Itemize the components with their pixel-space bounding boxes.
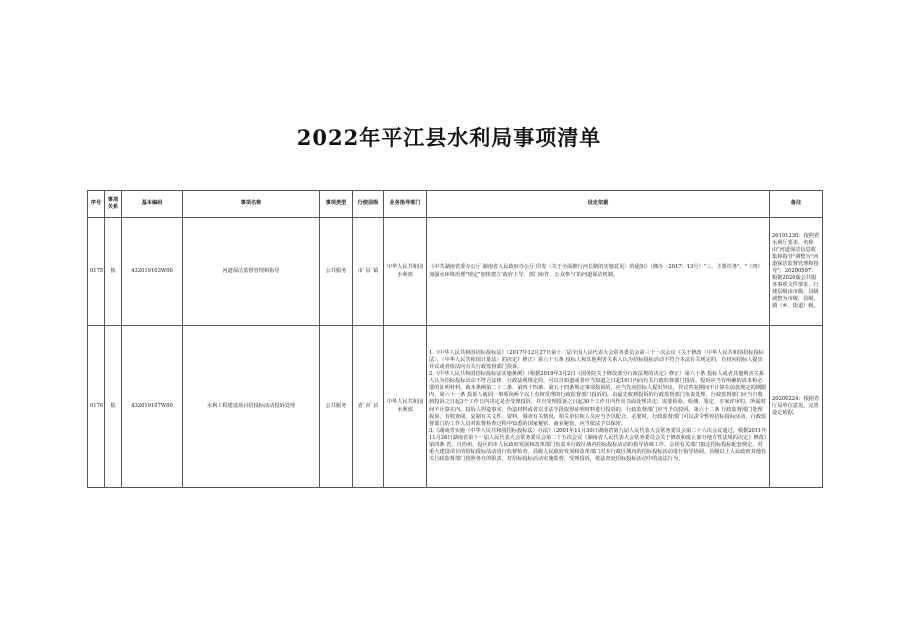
header-basis: 设定依据 xyxy=(427,191,770,218)
header-no: 序号 xyxy=(88,191,105,218)
header-note: 备注 xyxy=(770,191,823,218)
header-dept: 业务指导部门 xyxy=(384,191,427,218)
basis-paragraph: 1.《中华人民共和国招标投标法》（2017年12月27日第十二届全国人民代表大会常务委员会第三十一次会议《关于修改〈中华人民共和国招标投标法〉、〈中华人民共和国计量法〉的决定》修正）第六十五条 投标人和其他利害关系人认为招标投标活动不符合本法有关规定的，有权向招标人提出异议或者依法向有关行政监督部门投诉。 xyxy=(429,350,764,371)
page-title: 2022年平江县水利局事项清单 xyxy=(296,125,602,150)
table-row xyxy=(88,326,823,488)
matter-table xyxy=(87,190,823,488)
cell-note: 20200224：根据省厅局单位意见，完善设定依据。 xyxy=(770,326,823,488)
header-code: 基本编码 xyxy=(122,191,183,218)
basis-paragraph: 《中共湖南省委办公厅 湖南省人民政府办公厅 印发〈关于全面推行河长制的实施意见〉的通知》（湘办〔2017〕13号）"三、主要任务"、"（四）加强水环境治理"规定"加快建立'政府主导、部门协作、公众参与'的河道保洁机制。 xyxy=(429,264,763,278)
cell-relation: 独 xyxy=(105,218,122,326)
cell-type: 公共服务 xyxy=(320,326,353,488)
table-row xyxy=(88,218,823,326)
table-header-row xyxy=(88,191,823,218)
cell-dept: 中华人民共和国水利部 xyxy=(384,218,427,326)
cell-name: 水利工程建设项目招投标活动投诉处理 xyxy=(183,326,320,488)
cell-dept: 中华人民共和国水利部 xyxy=(384,326,427,488)
header-type: 事项类型 xyxy=(320,191,353,218)
cell-no: 0176 xyxy=(88,326,105,488)
header-level: 行使层级 xyxy=(353,191,384,218)
cell-relation: 独 xyxy=(105,326,122,488)
cell-code: 432019107W00 xyxy=(122,326,183,488)
cell-type: 公共服务 xyxy=(320,218,353,326)
header-name: 事项名称 xyxy=(183,191,320,218)
cell-code: 432019103W00 xyxy=(122,218,183,326)
cell-basis xyxy=(427,218,770,326)
cell-basis xyxy=(427,326,770,488)
basis-paragraph: 3.《湖南省实施〈中华人民共和国招标投标法〉办法》（2001年11月30日湖南省第九届人民代表大会常务委员会第二十六次会议通过，根据2011年11月26日湖南省第十一届人民代表大会常务委员会第二十五次会议《湖南省人民代表大会常务委员会关于修改和废止部分地方性法规的决定》修改）第四条 省、自治州、设区的市人民政府发展和改革部门负责本行政区域内招标投标活动的指导协调工作，会同有关部门拟定招标投标配套规定，对重大建设项目的招标投标活动进行监督检查。县级人民政府发展和改革部门对本行政区域内的招标投标活动进行指导协调。县级以上人民政府其他有关行政监督部门按照各自的职责，对招标投标活动实施监督，受理投诉，依法查处招标投标活动中的违法行为。 xyxy=(429,427,767,462)
basis-paragraph: 2.《中华人民共和国招标投标法实施条例》（根据2019年3月2日《国务院关于修改部分行政法规的决定》修正）第六十条 投标人或者其他利害关系人认为招标投标活动不符合法律、行政法规规定的，可以自知道或者应当知道之日起10日内向有关行政监督部门投诉。投诉应当有明确的请求和必要的证明材料。就本条例第二十二条、第四十四条、第五十四条规定事项投诉的，应当先向招标人提出异议，异议答复期间不计算在前款规定的期限内。第六十一条 投诉人就同一事项向两个以上有权受理的行政监督部门投诉的，由最先收到投诉的行政监督部门负责处理。行政监督部门应当自收到投诉之日起3个工作日内决定是否受理投诉，并自受理投诉之日起30个工作日内作出书面处理决定；需要检验、检测、鉴定、专家评审的，所需时间不计算在内。投诉人捏造事实、伪造材料或者以非法手段取得证明材料进行投诉的，行政监督部门应当予以驳回。第六十二条 行政监督部门处理投诉，有权查阅、复制有关文件、资料，调查有关情况，相关单位和人员应当予以配合。必要时，行政监督部门可以责令暂停招标投标活动。行政监督部门的工作人员对监督检查过程中知悉的国家秘密、商业秘密，应当依法予以保密。 xyxy=(429,371,767,427)
cell-name: 河道保洁监督管理和指导 xyxy=(183,218,320,326)
header-relation: 事项关系 xyxy=(105,191,122,218)
cell-level: 省`市`县 xyxy=(353,326,384,488)
cell-note: 20191230：按照省水利厅要求，名称由"河道保洁信息收集和指导"调整为"河道保洁监督管理和指导"；20200507：根据2020版公共服务事项文件要求，行使层级由市级、县级调整为市级、县级、镇（乡、街道）级。 xyxy=(770,218,823,326)
cell-level: 市`县`镇 xyxy=(353,218,384,326)
cell-no: 0175 xyxy=(88,218,105,326)
